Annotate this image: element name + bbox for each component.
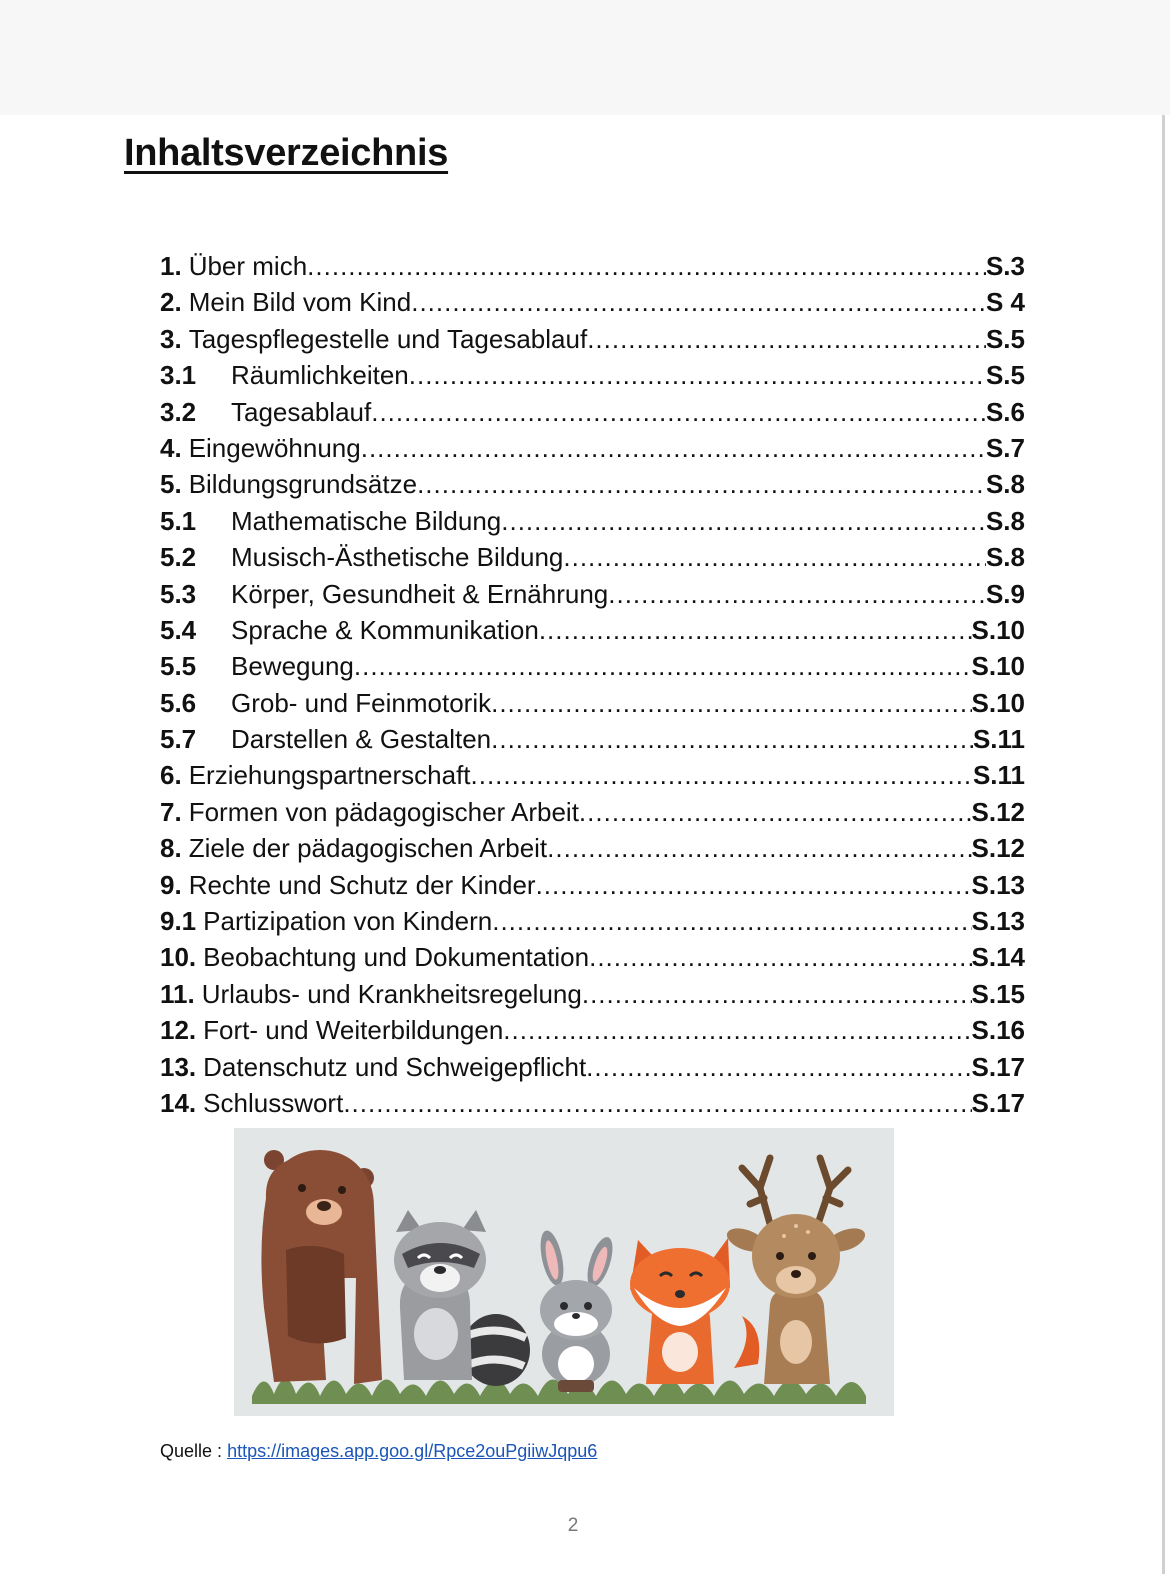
toc-leader [491,721,973,757]
toc-number: 5.2 [160,542,197,573]
toc-label: Rechte und Schutz der Kinder [188,869,536,900]
toc-leader [503,1012,971,1048]
toc-entry [160,394,1025,430]
toc-entry [160,248,1025,284]
toc-entry [160,648,1025,684]
toc-label: Fort- und Weiterbildungen [203,1015,504,1046]
toc-leader [579,794,972,830]
toc-leader [471,757,973,793]
toc-label: Grob- und Feinmotorik [231,687,492,718]
source-label: Quelle : [160,1441,223,1461]
toc-entry [160,830,1025,866]
viewer-top-band [0,0,1170,115]
toc-leader [417,466,986,502]
toc-number: 1. [160,251,182,281]
toc-leader [536,867,972,903]
toc-number: 5.7 [160,724,197,755]
toc-page: S.10 [971,687,1025,718]
toc-leader [492,903,971,939]
toc-label: Musisch-Ästhetische Bildung [231,542,564,573]
toc-leader [307,248,986,284]
toc-leader [589,939,971,975]
toc-number: 3.2 [160,396,197,427]
toc-label: Bildungsgrundsätze [188,469,418,500]
toc-page: S.5 [985,360,1025,391]
toc-leader [343,1085,971,1121]
toc-leader [411,284,986,320]
toc-number: 11. [160,978,195,1009]
table-of-contents [160,248,1025,1121]
toc-entry [160,576,1025,612]
toc-number: 5.1 [160,505,197,536]
toc-label: Tagespflegestelle und Tagesablauf [188,323,588,354]
toc-page: S 4 [985,287,1025,318]
toc-number: 5. [160,469,182,500]
toc-entry [160,794,1025,830]
toc-label: Über mich [188,251,308,281]
toc-number: 12. [160,1015,197,1046]
toc-label: Mathematische Bildung [231,505,502,536]
toc-entry [160,503,1025,539]
toc-number: 3. [160,323,182,354]
toc-number: 10. [160,942,197,973]
toc-page: S.9 [985,578,1025,609]
toc-number: 5.6 [160,687,197,718]
document-title: Inhaltsverzeichnis [124,132,449,174]
toc-leader [409,357,986,393]
toc-entry [160,721,1025,757]
toc-number: 2. [160,287,182,318]
toc-label: Bewegung [231,651,354,682]
toc-label: Ziele der pädagogischen Arbeit [188,833,548,864]
toc-entry [160,430,1025,466]
toc-entry [160,867,1025,903]
toc-leader [354,648,972,684]
toc-leader [563,539,986,575]
toc-page: S.13 [971,906,1025,937]
toc-number: 13. [160,1051,197,1082]
toc-entry [160,1085,1025,1121]
toc-entry [160,539,1025,575]
toc-label: Partizipation von Kindern [203,906,493,937]
toc-entry [160,685,1025,721]
toc-leader [539,612,972,648]
source-link[interactable]: https://images.app.goo.gl/Rpce2ouPgiiwJqpu6 [227,1441,598,1461]
toc-label: Beobachtung und Dokumentation [203,942,590,973]
toc-page: S.17 [971,1051,1025,1082]
toc-label: Mein Bild vom Kind [188,287,412,318]
toc-page: S.12 [971,796,1025,827]
toc-page: S.8 [985,542,1025,573]
toc-page: S.10 [971,614,1025,645]
toc-page: S.3 [985,251,1025,281]
toc-number: 6. [160,760,182,791]
toc-page: S.13 [971,869,1025,900]
toc-leader [371,394,986,430]
toc-number: 4. [160,432,182,463]
bear-icon [261,1150,382,1384]
toc-leader [608,576,986,612]
toc-number: 5.4 [160,614,197,645]
toc-entry [160,466,1025,502]
woodland-animals-illustration [234,1128,894,1416]
toc-label: Urlaubs- und Krankheitsregelung [201,978,582,1009]
toc-number: 9.1 [160,906,197,937]
toc-page: S.10 [971,651,1025,682]
toc-page: S.8 [985,505,1025,536]
toc-label: Tagesablauf [231,396,372,427]
toc-number: 3.1 [160,360,197,391]
toc-label: Schlusswort [203,1087,344,1118]
toc-entry [160,939,1025,975]
toc-entry [160,321,1025,357]
toc-page: S.5 [985,323,1025,354]
toc-page: S.11 [972,760,1025,791]
toc-page: S.17 [971,1087,1025,1118]
toc-label: Formen von pädagogischer Arbeit [188,796,579,827]
toc-leader [582,976,972,1012]
toc-entry [160,903,1025,939]
toc-page: S.8 [985,469,1025,500]
toc-number: 9. [160,869,182,900]
toc-page: S.14 [971,942,1025,973]
toc-leader [587,321,986,357]
toc-entry [160,1012,1025,1048]
toc-label: Sprache & Kommunikation [231,614,539,645]
toc-label: Darstellen & Gestalten [231,724,492,755]
toc-entry [160,976,1025,1012]
toc-number: 7. [160,796,182,827]
image-source [160,1441,597,1462]
toc-page: S.16 [971,1015,1025,1046]
toc-page: S.12 [971,833,1025,864]
toc-number: 8. [160,833,182,864]
toc-entry [160,1049,1025,1085]
toc-leader [361,430,986,466]
page-edge-shadow [1162,115,1165,1574]
page-number: 2 [567,1515,579,1536]
toc-label: Erziehungspartnerschaft [188,760,471,791]
toc-leader [491,685,971,721]
toc-page: S.15 [971,978,1025,1009]
toc-number: 5.3 [160,578,197,609]
toc-label: Körper, Gesundheit & Ernährung [231,578,609,609]
toc-number: 5.5 [160,651,197,682]
toc-entry [160,357,1025,393]
toc-page: S.6 [985,396,1025,427]
toc-leader [586,1049,971,1085]
toc-leader [501,503,986,539]
toc-label: Datenschutz und Schweigepflicht [203,1051,587,1082]
toc-entry [160,757,1025,793]
toc-number: 14. [160,1087,197,1118]
toc-leader [547,830,971,866]
toc-label: Eingewöhnung [188,432,361,463]
toc-page: S.11 [972,724,1025,755]
toc-entry [160,612,1025,648]
toc-label: Räumlichkeiten [231,360,409,391]
toc-page: S.7 [985,432,1025,463]
toc-entry [160,284,1025,320]
